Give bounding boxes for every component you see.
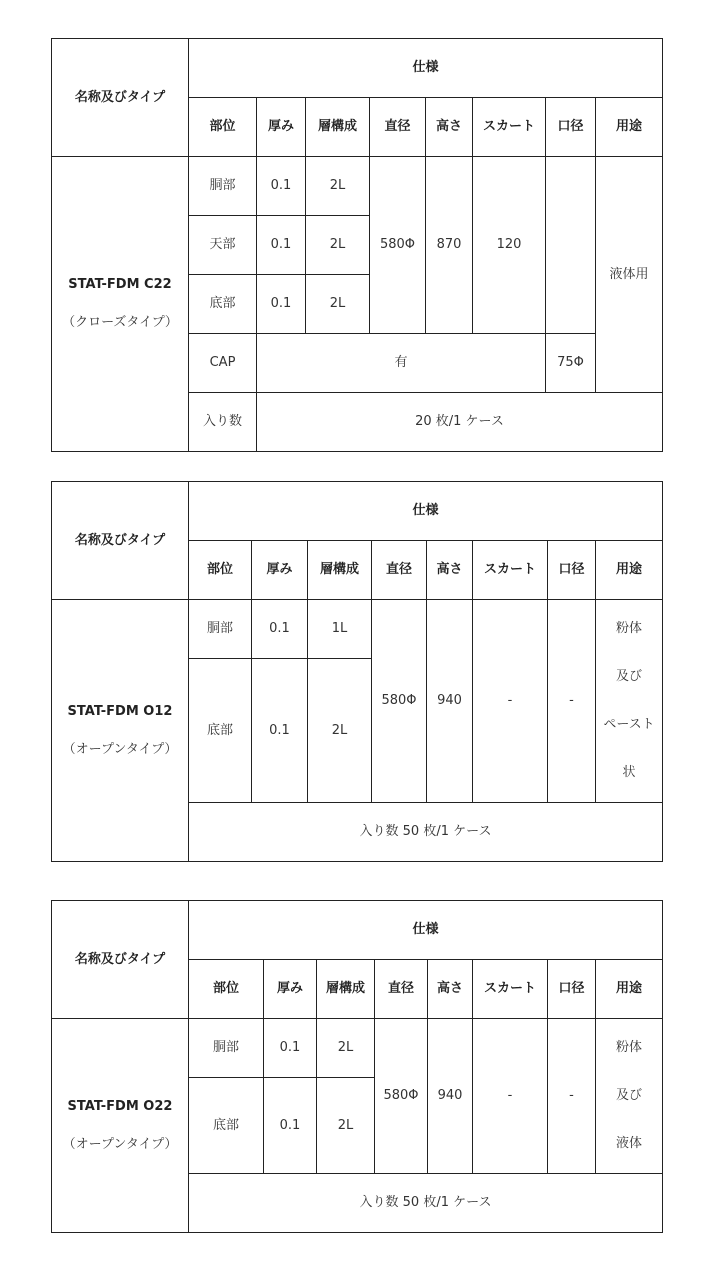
use-header: 用途 [596, 960, 663, 1019]
mouth-cell [546, 157, 596, 334]
spec-table-c22 [51, 38, 663, 452]
diameter-cell: 580Φ [372, 600, 427, 803]
quantity-value: 入り数 50 枚/1 ケース [189, 803, 663, 862]
thickness-cell: 0.1 [257, 157, 306, 216]
thickness-cell: 0.1 [257, 275, 306, 334]
height-cell: 940 [427, 600, 473, 803]
use-cell: 液体用 [596, 157, 663, 393]
spec-header: 仕様 [189, 901, 663, 960]
mouth-header: 口径 [546, 98, 596, 157]
use-cell [596, 1019, 663, 1174]
part-cell: 底部 [189, 659, 252, 803]
spec-table-o22 [51, 900, 663, 1233]
thickness-header: 厚み [257, 98, 306, 157]
height-header: 高さ [427, 541, 473, 600]
use-line: 及び [616, 1088, 643, 1103]
part-header: 部位 [189, 960, 264, 1019]
diameter-header: 直径 [372, 541, 427, 600]
spec-header: 仕様 [189, 39, 663, 98]
use-header: 用途 [596, 98, 663, 157]
height-cell: 940 [428, 1019, 473, 1174]
layers-cell: 2L [308, 659, 372, 803]
thickness-cell: 0.1 [252, 600, 308, 659]
layers-header: 層構成 [317, 960, 375, 1019]
name-type-header: 名称及びタイプ [52, 901, 189, 1019]
name-type-header: 名称及びタイプ [52, 39, 189, 157]
skirt-header: スカート [473, 541, 548, 600]
cap-value: 有 [257, 334, 546, 393]
layers-header: 層構成 [308, 541, 372, 600]
skirt-cell: - [473, 1019, 548, 1174]
thickness-cell: 0.1 [252, 659, 308, 803]
layers-cell: 2L [306, 157, 370, 216]
product-cell [52, 157, 189, 452]
quantity-value: 20 枚/1 ケース [257, 393, 663, 452]
use-cell [596, 600, 663, 803]
use-line: ペースト [603, 717, 655, 732]
mouth-header: 口径 [548, 541, 596, 600]
product-type: （オープンタイプ） [62, 1136, 178, 1152]
product-cell [52, 600, 189, 862]
product-cell [52, 1019, 189, 1233]
mouth-cell: - [548, 600, 596, 803]
part-cell: 胴部 [189, 600, 252, 659]
use-line: 液体 [616, 1136, 643, 1151]
layers-cell: 2L [306, 216, 370, 275]
product-type: （オープンタイプ） [62, 741, 178, 757]
product-name: STAT-FDM O22 [67, 1098, 173, 1114]
name-type-header: 名称及びタイプ [52, 482, 189, 600]
cap-mouth: 75Φ [546, 334, 596, 393]
layers-cell: 2L [306, 275, 370, 334]
product-name: STAT-FDM C22 [68, 277, 172, 293]
use-line: 粉体 [616, 1040, 643, 1055]
product-type: （クローズタイプ） [62, 315, 178, 330]
mouth-cell: - [548, 1019, 596, 1174]
product-name: STAT-FDM O12 [67, 703, 173, 719]
part-cell: 胴部 [189, 157, 257, 216]
quantity-label: 入り数 [189, 393, 257, 452]
thickness-cell: 0.1 [264, 1019, 317, 1078]
use-header: 用途 [596, 541, 663, 600]
use-line: 粉体 [616, 621, 643, 636]
diameter-header: 直径 [375, 960, 428, 1019]
use-line: 及び [616, 669, 643, 684]
layers-cell: 1L [308, 600, 372, 659]
thickness-cell: 0.1 [264, 1078, 317, 1174]
mouth-header: 口径 [548, 960, 596, 1019]
height-header: 高さ [428, 960, 473, 1019]
layers-cell: 2L [317, 1019, 375, 1078]
use-line: 状 [622, 765, 636, 780]
height-header: 高さ [426, 98, 473, 157]
height-cell: 870 [426, 157, 473, 334]
diameter-cell: 580Φ [375, 1019, 428, 1174]
thickness-header: 厚み [252, 541, 308, 600]
layers-cell: 2L [317, 1078, 375, 1174]
part-cell: 底部 [189, 275, 257, 334]
spec-table-o12 [51, 481, 663, 862]
thickness-cell: 0.1 [257, 216, 306, 275]
diameter-cell: 580Φ [370, 157, 426, 334]
part-cell: 底部 [189, 1078, 264, 1174]
skirt-header: スカート [473, 960, 548, 1019]
quantity-value: 入り数 50 枚/1 ケース [189, 1174, 663, 1233]
part-header: 部位 [189, 541, 252, 600]
part-cell: 天部 [189, 216, 257, 275]
skirt-cell: 120 [473, 157, 546, 334]
spec-header: 仕様 [189, 482, 663, 541]
layers-header: 層構成 [306, 98, 370, 157]
skirt-header: スカート [473, 98, 546, 157]
part-header: 部位 [189, 98, 257, 157]
part-cell: 胴部 [189, 1019, 264, 1078]
thickness-header: 厚み [264, 960, 317, 1019]
diameter-header: 直径 [370, 98, 426, 157]
skirt-cell: - [473, 600, 548, 803]
cap-label: CAP [189, 334, 257, 393]
